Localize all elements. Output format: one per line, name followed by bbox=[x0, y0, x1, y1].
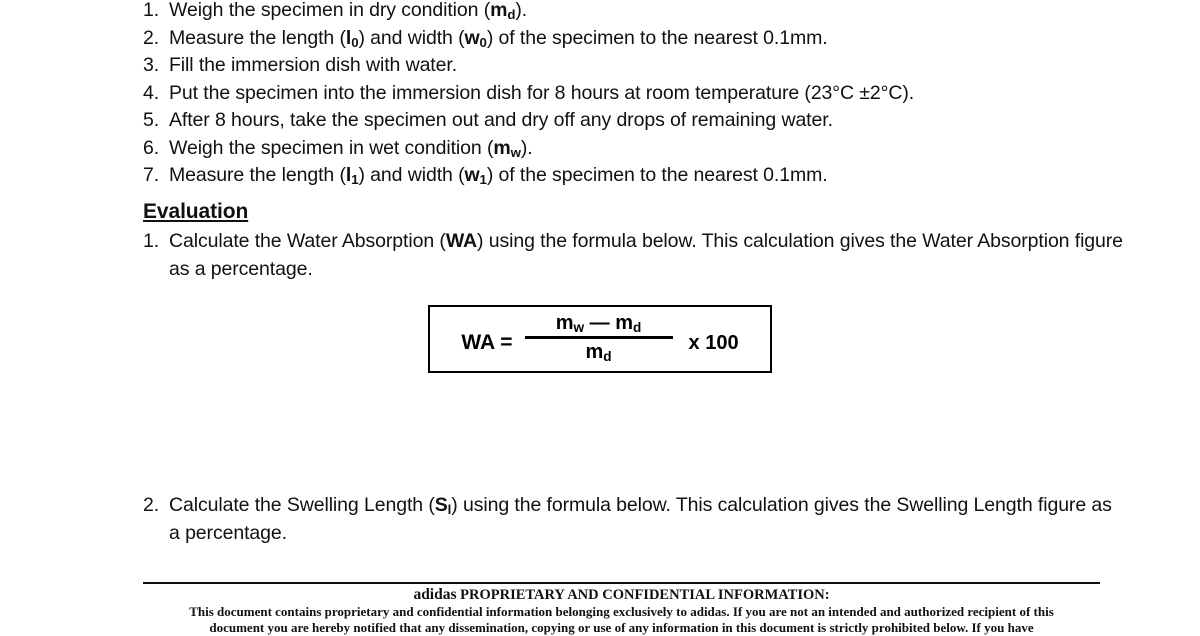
subscript: 0 bbox=[351, 34, 359, 50]
subscript: w bbox=[573, 319, 585, 335]
procedure-step-item bbox=[143, 25, 1123, 53]
evaluation-item bbox=[143, 228, 1123, 283]
procedure-step-text: Put the specimen into the immersion dish for 8 hours at room temperature (23°C ±2°C). bbox=[169, 81, 915, 104]
evaluation-item bbox=[143, 492, 1123, 547]
subscript: 1 bbox=[479, 171, 487, 187]
procedure-step-text: Weigh the specimen in dry condition $(m_d)$. bbox=[169, 0, 528, 22]
procedure-step-item bbox=[143, 162, 1123, 190]
procedure-steps-list bbox=[143, 0, 1123, 190]
procedure-step-number: 1. bbox=[143, 0, 160, 21]
bold-run: w bbox=[464, 164, 480, 186]
subscript: 1 bbox=[351, 171, 359, 187]
footer-disclaimer-line-2: document you are hereby notified that any dissemination, copying or use of any information in this document is strictly prohibited below. If you have bbox=[209, 620, 1034, 635]
procedure-step-number: 2. bbox=[143, 26, 160, 49]
subscript: d bbox=[507, 6, 516, 22]
footer-title-rest: PROPRIETARY AND CONFIDENTIAL INFORMATION: bbox=[456, 587, 830, 603]
evaluation-text: Calculate the Swelling Length $(S_l)$ using the formula below. This calculation gives the Swelling Length figure as a percentage. bbox=[169, 494, 1112, 544]
evaluation-list-second bbox=[143, 492, 1123, 547]
bold-run: m bbox=[490, 0, 508, 21]
footer-disclaimer-line-1: This document contains proprietary and confidential information belonging exclusively to adidas. If you are not an intended and authorized recipient of this bbox=[189, 604, 1054, 619]
procedure-step-number: 3. bbox=[143, 54, 160, 76]
bold-run: S bbox=[434, 494, 448, 516]
evaluation-number: 1. bbox=[143, 230, 160, 252]
evaluation-text: Calculate the Water Absorption (WA) using the formula below. This calculation gives the Water Absorption figure as a percentage. bbox=[169, 230, 1123, 280]
bold-run: m bbox=[493, 136, 511, 159]
evaluation-list-first bbox=[143, 228, 1123, 283]
evaluation-number: 2. bbox=[143, 494, 160, 516]
bold-run: l bbox=[345, 164, 352, 186]
formula-denominator bbox=[575, 339, 621, 364]
procedure-step-item bbox=[143, 80, 1123, 108]
formula-multiplier: x 100 bbox=[688, 332, 739, 354]
bold-run bbox=[633, 312, 641, 334]
formula-left-hand-side: WA = bbox=[461, 331, 513, 354]
subscript: 0 bbox=[479, 34, 487, 50]
subscript: d bbox=[633, 319, 642, 335]
subscript: w bbox=[510, 144, 521, 160]
procedure-step-text: Measure the length $(l_0)$ and width $(w_0)$ of the specimen to the nearest 0.1mm. bbox=[169, 26, 828, 50]
procedure-step-item bbox=[143, 135, 1123, 163]
procedure-step-number: 7. bbox=[143, 164, 160, 186]
bold-run: m bbox=[615, 312, 634, 334]
procedure-step-item bbox=[143, 107, 1123, 135]
page-footer bbox=[143, 586, 1100, 636]
bold-run bbox=[448, 494, 452, 516]
bold-run: m bbox=[555, 312, 574, 334]
bold-run bbox=[480, 27, 487, 49]
procedure-step-number: 5. bbox=[143, 109, 160, 131]
bold-run bbox=[351, 27, 358, 49]
procedure-step-item bbox=[143, 0, 1123, 25]
subscript: d bbox=[603, 348, 612, 364]
procedure-step-text: After 8 hours, take the specimen out and dry off any drops of remaining water. bbox=[169, 109, 833, 131]
procedure-step-text: Measure the length $(l_1)$ and width $(w_1)$ of the specimen to the nearest 0.1mm. bbox=[169, 164, 828, 187]
evaluation-heading: Evaluation bbox=[143, 200, 249, 223]
footer-confidentiality-title bbox=[143, 586, 1100, 604]
procedure-step-text: Fill the immersion dish with water. bbox=[169, 54, 458, 76]
formula-content bbox=[430, 307, 770, 371]
evaluation-item-1-wrapper bbox=[143, 228, 1123, 283]
adidas-brand-name: adidas bbox=[413, 586, 457, 603]
bold-run bbox=[351, 164, 358, 186]
bold-run: m bbox=[585, 341, 604, 363]
procedure-step-number: 6. bbox=[143, 136, 160, 159]
procedure-step-number: 4. bbox=[143, 81, 160, 104]
procedure-step-text: Weigh the specimen in wet condition $(m_w)$. bbox=[169, 136, 533, 160]
bold-run bbox=[480, 164, 487, 186]
evaluation-item-2-wrapper bbox=[143, 492, 1123, 547]
formula-numerator: $m_w$ — $m_d$ bbox=[555, 312, 642, 335]
bold-run: WA bbox=[445, 230, 478, 252]
procedure-step-item bbox=[143, 52, 1123, 80]
footer-divider bbox=[143, 582, 1100, 584]
bold-run bbox=[574, 312, 585, 334]
water-absorption-formula-box bbox=[428, 305, 772, 373]
bold-run bbox=[511, 137, 521, 159]
bold-run: w bbox=[464, 26, 480, 49]
formula-fraction bbox=[525, 312, 673, 364]
procedure-steps-section bbox=[143, 0, 1123, 190]
bold-run bbox=[603, 341, 611, 363]
subscript: l bbox=[447, 501, 452, 517]
bold-run: l bbox=[345, 26, 352, 49]
bold-run bbox=[507, 0, 515, 21]
